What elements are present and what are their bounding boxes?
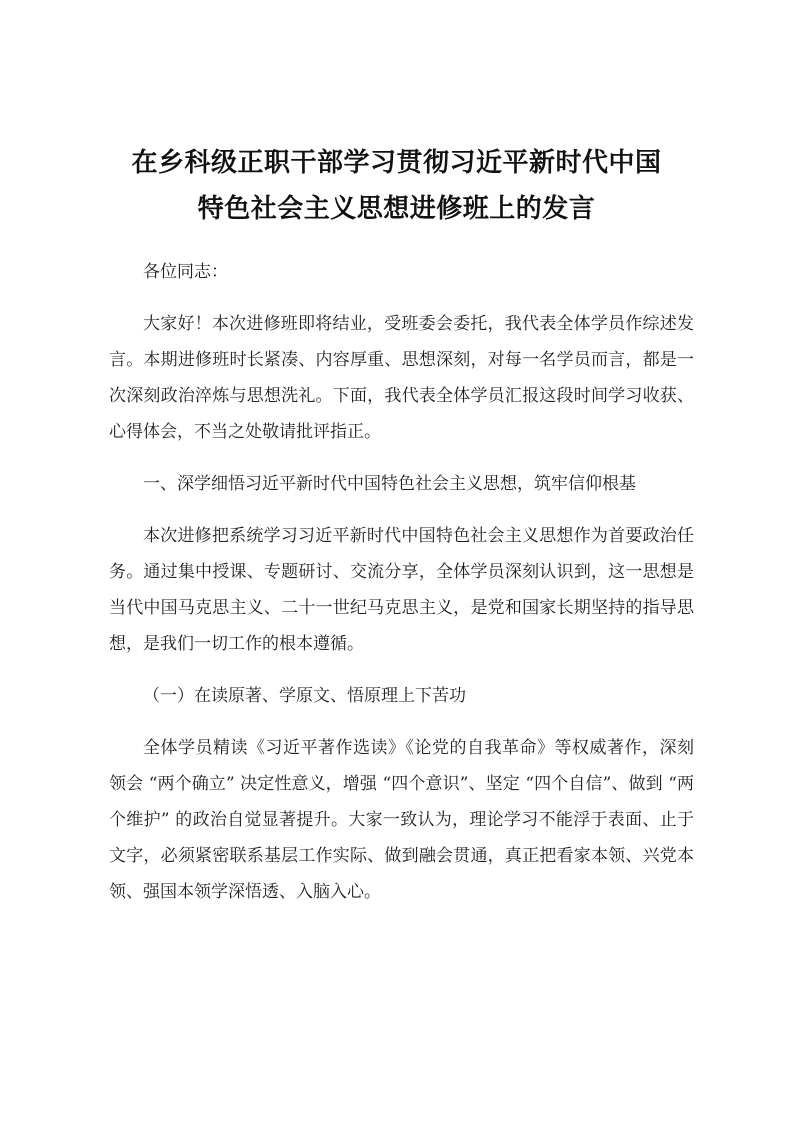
subsection-1-paragraph: 全体学员精读《习近平著作选读》《论党的自我革命》等权威著作，深刻领会 “两个确立” 决定性意义，增强 “四个意识”、坚定 “四个自信”、做到 “两个维护” 的政治自觉显著提升。大家一致认为，理论学习不能浮于表面、止于文字，必须紧密联系基层工作实际、做到融会贯通，真正把看家本领、兴党本领、强国本领学深悟透、入脑入心。 (109, 738, 694, 902)
section-heading-1: 一、深学细悟习近平新时代中国特色社会主义思想，筑牢信仰根基 (143, 474, 636, 494)
title-line-1: 在乡科级正职干部学习贯彻习近平新时代中国 (131, 148, 662, 178)
title-line-2: 特色社会主义思想进修班上的发言 (197, 194, 596, 224)
salutation: 各位同志： (143, 262, 228, 282)
document-title (90, 140, 703, 232)
opening-paragraph: 大家好！本次进修班即将结业，受班委会委托，我代表全体学员作综述发言。本期进修班时长紧凑、内容厚重、思想深刻，对每一名学员而言，都是一次深刻政治淬炼与思想洗礼。下面，我代表全体学员汇报这段时间学习收获、心得体会，不当之处敬请批评指正。 (109, 314, 694, 442)
subsection-heading-1: （一）在读原著、学原文、悟原理上下苦功 (143, 686, 466, 706)
document-body (109, 254, 694, 926)
section-1-paragraph: 本次进修把系统学习习近平新时代中国特色社会主义思想作为首要政治任务。通过集中授课、专题研讨、交流分享，全体学员深刻认识到，这一思想是当代中国马克思主义、二十一世纪马克思主义，是党和国家长期坚持的指导思想，是我们一切工作的根本遵循。 (109, 526, 694, 654)
